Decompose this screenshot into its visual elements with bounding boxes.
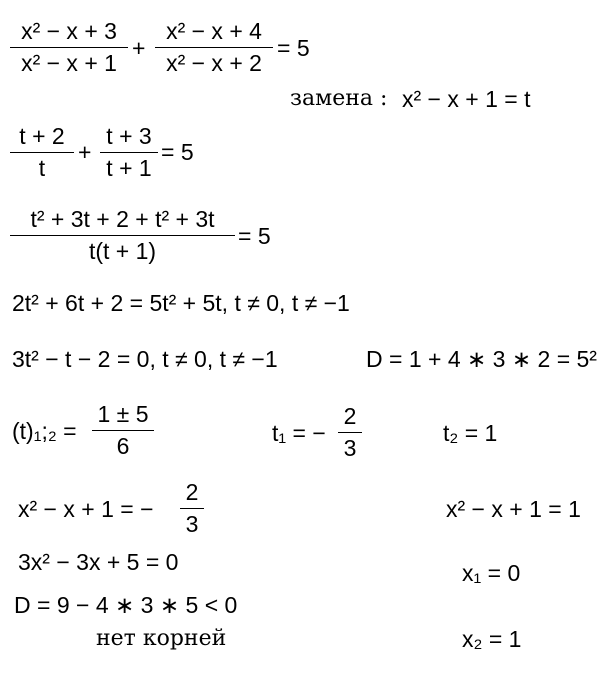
root-t1-denominator: 3 (343, 435, 357, 461)
case2-root-x2: x₂ = 1 (462, 626, 522, 652)
root-t2: t₂ = 1 (443, 420, 498, 446)
case1-equation-lhs: x² − x + 1 = − (18, 496, 154, 522)
step1-fraction-1-numerator: x² − x + 3 (21, 18, 117, 44)
substitution-word: замена : (290, 86, 388, 111)
fraction-bar (180, 508, 204, 509)
step5-discriminant: D = 1 + 4 ∗ 3 ∗ 2 = 5² (366, 346, 597, 372)
step2-fraction-2-numerator: t + 3 (106, 123, 152, 149)
root-t1-fraction (338, 405, 362, 460)
root-t1-lhs: t₁ = − (272, 420, 326, 446)
step1-fraction-1-denominator: x² − x + 1 (21, 50, 117, 76)
step3-numerator: t² + 3t + 2 + t² + 3t (30, 206, 215, 232)
case1-fraction (180, 481, 204, 536)
case2-equation: x² − x + 1 = 1 (446, 496, 581, 522)
step2-fraction-2 (100, 125, 158, 180)
fraction-bar (100, 152, 158, 153)
step2-fraction-2-denominator: t + 1 (106, 155, 152, 181)
step2-fraction-1 (10, 125, 74, 180)
step2-fraction-1-numerator: t + 2 (19, 123, 65, 149)
case1-denominator: 3 (185, 511, 199, 537)
fraction-bar (155, 47, 273, 48)
step1-fraction-1 (10, 20, 128, 75)
roots-denominator: 6 (116, 433, 130, 459)
roots-lhs: (t)₁;₂ = (12, 418, 77, 444)
step2-fraction-1-denominator: t (38, 155, 46, 181)
fraction-bar (10, 47, 128, 48)
step1-fraction-2 (155, 20, 273, 75)
fraction-bar (338, 432, 362, 433)
step3-fraction (10, 208, 235, 263)
step3-denominator: t(t + 1) (88, 238, 157, 264)
case2-root-x1: x₁ = 0 (462, 560, 521, 586)
step5-equation: 3t² − t − 2 = 0, t ≠ 0, t ≠ −1 (12, 346, 278, 372)
step1-fraction-2-denominator: x² − x + 2 (166, 50, 262, 76)
step4-equation: 2t² + 6t + 2 = 5t² + 5t, t ≠ 0, t ≠ −1 (12, 290, 350, 316)
fraction-bar (10, 235, 235, 236)
roots-fraction (92, 403, 154, 458)
case1-discriminant: D = 9 − 4 ∗ 3 ∗ 5 < 0 (14, 592, 238, 618)
step2-plus: + (78, 139, 92, 165)
step1-plus: + (132, 35, 146, 61)
step1-rhs: = 5 (277, 35, 310, 61)
fraction-bar (10, 152, 74, 153)
substitution-expression: x² − x + 1 = t (402, 86, 531, 112)
case1-no-roots: нет корней (96, 626, 227, 651)
step3-rhs: = 5 (238, 223, 271, 249)
step1-fraction-2-numerator: x² − x + 4 (166, 18, 262, 44)
root-t1-numerator: 2 (343, 403, 357, 429)
case1-numerator: 2 (185, 479, 199, 505)
roots-numerator: 1 ± 5 (97, 401, 149, 427)
case1-quadratic: 3x² − 3x + 5 = 0 (18, 549, 179, 575)
step2-rhs: = 5 (161, 139, 194, 165)
fraction-bar (92, 430, 154, 431)
